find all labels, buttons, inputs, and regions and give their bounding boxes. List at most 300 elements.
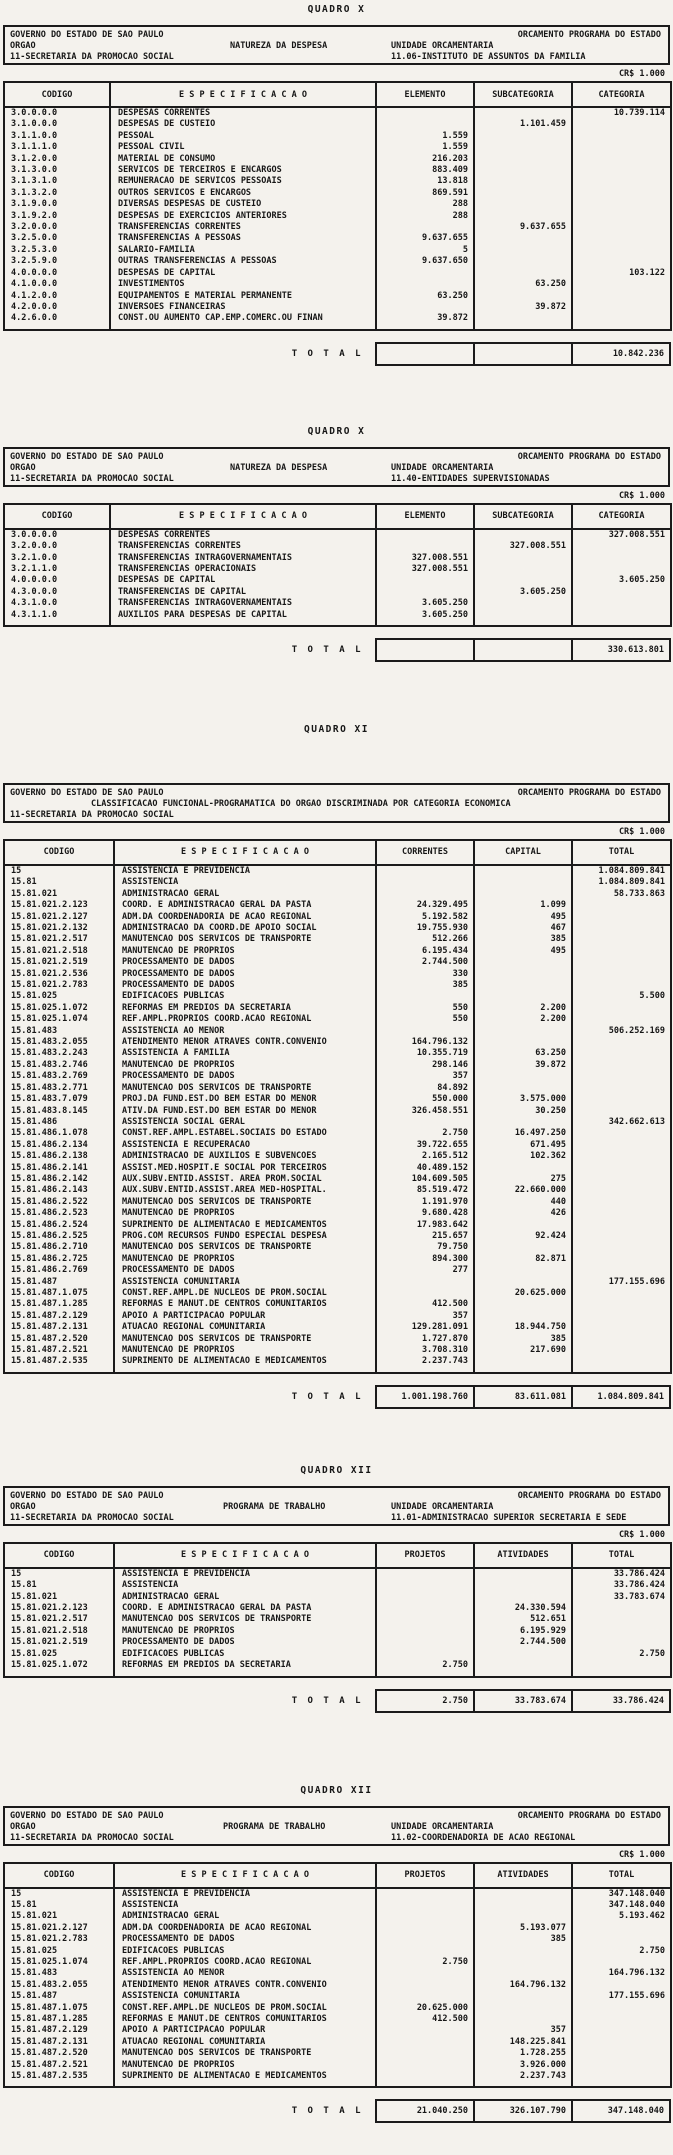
total-bar: [3, 1385, 670, 1409]
codigo-cell: 4.3.0.0.0: [11, 586, 58, 597]
total-cell: [572, 2048, 671, 2059]
total-cell: [572, 1014, 671, 1025]
total-cell: 2.750: [572, 1649, 671, 1660]
codigo-cell: 15.81.483: [11, 1968, 58, 1979]
especificacao-cell: ASSISTENCIA: [114, 1580, 376, 1591]
codigo-cell: 15.81.021.2.783: [11, 1934, 88, 1945]
quadro-x-section-1: [0, 4, 673, 366]
table-row: [4, 900, 671, 911]
correntes-cell: [376, 991, 474, 1002]
codigo-cell: 15.81.021.2.123: [11, 900, 88, 911]
especificacao-cell: SUPRIMENTO DE ALIMENTACAO E MEDICAMENTOS: [114, 1220, 376, 1231]
total-cell: [572, 1923, 671, 1934]
especificacao-cell: MANUTENCAO DE PROPRIOS: [114, 1208, 376, 1219]
table-row: [4, 1140, 671, 1151]
total-cell: [572, 1299, 671, 1310]
program-name: ORCAMENTO PROGRAMA DO ESTADO: [517, 1490, 661, 1501]
col-codigo: CODIGO: [4, 504, 110, 529]
orgao-value: 11-SECRETARIA DA PROMOCAO SOCIAL: [10, 809, 174, 820]
total-cell: [572, 1242, 671, 1253]
table-row: [4, 1603, 671, 1614]
table-row: [4, 598, 671, 609]
categoria-cell: 10.739.114: [572, 107, 671, 119]
table-row: [4, 1174, 671, 1185]
correntes-cell: 550.000: [376, 1094, 474, 1105]
codigo-cell: 15.81.486: [11, 1116, 58, 1127]
capital-cell: 671.495: [474, 1140, 572, 1151]
elemento-cell: [376, 119, 474, 130]
codigo-cell: 15: [11, 865, 22, 876]
total-cell: [572, 1614, 671, 1625]
program-name: ORCAMENTO PROGRAMA DO ESTADO: [517, 787, 661, 798]
unidade-orcamentaria-value: 11.01-ADMINISTRACAO SUPERIOR SECRETARIA E SEDE: [391, 1512, 627, 1523]
elemento-cell: [376, 279, 474, 290]
total-cell: 177.155.696: [572, 1991, 671, 2002]
elemento-cell: 883.409: [376, 165, 474, 176]
total-cell: 33.786.424: [572, 1568, 671, 1580]
total-cell: [572, 1083, 671, 1094]
total-cell: [572, 900, 671, 911]
correntes-cell: 894.300: [376, 1254, 474, 1265]
col-especificacao: E S P E C I F I C A C A O: [114, 1863, 376, 1888]
total-cell: [572, 1345, 671, 1356]
especificacao-cell: DESPESAS DE CAPITAL: [110, 268, 376, 279]
codigo-cell: 15.81.487.2.521: [11, 1345, 88, 1356]
total-cell: [572, 1140, 671, 1151]
col-especificacao: E S P E C I F I C A C A O: [114, 840, 376, 865]
capital-cell: 275: [474, 1174, 572, 1185]
orgao-label: ORGAO: [10, 1501, 36, 1512]
capital-cell: 82.871: [474, 1254, 572, 1265]
correntes-cell: [376, 889, 474, 900]
total-cell: [572, 1603, 671, 1614]
especificacao-cell: APOIO A PARTICIPACAO POPULAR: [114, 1311, 376, 1322]
subcategoria-cell: 9.637.655: [474, 222, 572, 233]
document-header-box: [3, 447, 670, 487]
elemento-cell: 288: [376, 211, 474, 222]
table-row: [4, 889, 671, 900]
subcategoria-cell: [474, 268, 572, 279]
table-row: [4, 1185, 671, 1196]
table-header-row: [4, 504, 671, 529]
correntes-cell: 84.892: [376, 1083, 474, 1094]
col-categoria: CATEGORIA: [572, 504, 671, 529]
total-cell: 5.500: [572, 991, 671, 1002]
subcategoria-cell: [474, 131, 572, 142]
projetos-cell: [376, 1968, 474, 1979]
categoria-cell: [572, 245, 671, 256]
codigo-cell: 15.81.021.2.127: [11, 911, 88, 922]
especificacao-cell: REFORMAS E MANUT.DE CENTROS COMUNITARIOS: [114, 2014, 376, 2025]
table-row: [4, 176, 671, 187]
codigo-cell: 15.81.483.2.055: [11, 1037, 88, 1048]
elemento-cell: 1.559: [376, 131, 474, 142]
table-row: [4, 268, 671, 279]
projetos-cell: 2.750: [376, 1957, 474, 1968]
col-codigo: CODIGO: [4, 82, 110, 107]
codigo-cell: 15.81.487.2.521: [11, 2059, 88, 2070]
especificacao-cell: MANUTENCAO DOS SERVICOS DE TRANSPORTE: [114, 934, 376, 945]
capital-cell: 30.250: [474, 1106, 572, 1117]
col-elemento: ELEMENTO: [376, 504, 474, 529]
especificacao-cell: MANUTENCAO DE PROPRIOS: [114, 1626, 376, 1637]
table-row: [4, 142, 671, 153]
table-row: [4, 1106, 671, 1117]
correntes-cell: 298.146: [376, 1060, 474, 1071]
table-row: [4, 991, 671, 1002]
table-row: [4, 291, 671, 302]
especificacao-cell: TRANSFERENCIAS A PESSOAS: [110, 233, 376, 244]
total-value-3: 10.842.236: [571, 344, 669, 364]
especificacao-cell: MANUTENCAO DOS SERVICOS DE TRANSPORTE: [114, 1242, 376, 1253]
projetos-cell: [376, 1980, 474, 1991]
total-value-1: 2.750: [442, 1695, 468, 1706]
projetos-cell: [376, 1649, 474, 1660]
capital-cell: [474, 1026, 572, 1037]
table-row: [4, 923, 671, 934]
categoria-cell: [572, 279, 671, 290]
codigo-cell: 15.81.486.2.725: [11, 1253, 88, 1264]
total-cell: 33.786.424: [572, 1580, 671, 1591]
projetos-cell: [376, 1626, 474, 1637]
budget-table: [3, 503, 672, 627]
subcategoria-cell: [474, 610, 572, 626]
table-row: [4, 1071, 671, 1082]
subcategoria-cell: [474, 553, 572, 564]
quadro-title: QUADRO XII: [300, 1464, 373, 1476]
codigo-cell: 15.81.021.2.518: [11, 945, 88, 956]
codigo-cell: 15.81.483.2.746: [11, 1059, 88, 1070]
codigo-cell: 4.0.0.0.0: [11, 267, 58, 278]
capital-cell: 385: [474, 1334, 572, 1345]
table-row: [4, 1231, 671, 1242]
table-row: [4, 2037, 671, 2048]
especificacao-cell: REMUNERACAO DE SERVICOS PESSOAIS: [110, 176, 376, 187]
codigo-cell: 15.81.025.1.074: [11, 1956, 88, 1967]
correntes-cell: 550: [376, 1014, 474, 1025]
especificacao-cell: MANUTENCAO DOS SERVICOS DE TRANSPORTE: [114, 1083, 376, 1094]
capital-cell: [474, 957, 572, 968]
total-value-3: 33.786.424: [571, 1691, 669, 1711]
total-cell: [572, 1048, 671, 1059]
codigo-cell: 15.81.021.2.132: [11, 923, 88, 933]
codigo-cell: 3.2.5.3.0: [11, 244, 58, 255]
table-row: [4, 1934, 671, 1945]
correntes-cell: 104.609.505: [376, 1174, 474, 1185]
table-header-row: [4, 1543, 671, 1568]
subcategoria-cell: [474, 575, 572, 586]
total-cell: [572, 957, 671, 968]
categoria-cell: [572, 154, 671, 165]
especificacao-cell: TRANSFERENCIAS OPERACIONAIS: [110, 564, 376, 575]
projetos-cell: [376, 1614, 474, 1625]
correntes-cell: 2.750: [376, 1128, 474, 1139]
codigo-cell: 15.81: [11, 1899, 37, 1910]
total-cell: 58.733.863: [572, 889, 671, 900]
total-cell: 5.193.462: [572, 1911, 671, 1922]
categoria-cell: [572, 233, 671, 244]
especificacao-cell: OUTRAS TRANSFERENCIAS A PESSOAS: [110, 256, 376, 267]
codigo-cell: 3.2.0.0.0: [11, 222, 58, 233]
especificacao-cell: MANUTENCAO DE PROPRIOS: [114, 1060, 376, 1071]
especificacao-cell: MANUTENCAO DOS SERVICOS DE TRANSPORTE: [114, 1334, 376, 1345]
especificacao-cell: ADM.DA COORDENADORIA DE ACAO REGIONAL: [114, 912, 376, 923]
total-value-1: [377, 640, 473, 660]
total-cell: [572, 1322, 671, 1333]
codigo-cell: 3.1.0.0.0: [11, 119, 58, 130]
categoria-cell: [572, 211, 671, 222]
elemento-cell: 3.605.250: [376, 598, 474, 609]
subcategoria-cell: [474, 165, 572, 176]
atividades-cell: [474, 1580, 572, 1591]
codigo-cell: 15.81: [11, 1580, 37, 1591]
government-name: GOVERNO DO ESTADO DE SAO PAULO: [10, 30, 164, 40]
especificacao-cell: AUXILIOS PARA DESPESAS DE CAPITAL: [110, 610, 376, 626]
elemento-cell: [376, 575, 474, 586]
capital-cell: [474, 1242, 572, 1253]
total-cell: [572, 1637, 671, 1648]
natureza-despesa-label: NATUREZA DA DESPESA: [230, 41, 328, 51]
especificacao-cell: ASSISTENCIA A FAMILIA: [114, 1048, 376, 1059]
codigo-cell: 15.81.486.2.138: [11, 1151, 88, 1162]
codigo-cell: 15.81.487.1.285: [11, 1299, 88, 1310]
especificacao-cell: CONST.REF.AMPL.DE NUCLEOS DE PROM.SOCIAL: [114, 1288, 376, 1299]
projetos-cell: [376, 2060, 474, 2071]
correntes-cell: [376, 1117, 474, 1128]
correntes-cell: 19.755.930: [376, 923, 474, 934]
categoria-cell: [572, 131, 671, 142]
capital-cell: [474, 980, 572, 991]
capital-cell: 217.690: [474, 1345, 572, 1356]
especificacao-cell: PROJ.DA FUND.EST.DO BEM ESTAR DO MENOR: [114, 1094, 376, 1105]
table-row: [4, 154, 671, 165]
especificacao-cell: TRANSFERENCIAS CORRENTES: [110, 541, 376, 552]
total-cell: [572, 1288, 671, 1299]
table-row: [4, 1014, 671, 1025]
table-row: [4, 1592, 671, 1603]
capital-cell: 426: [474, 1208, 572, 1219]
table-row: [4, 119, 671, 130]
capital-cell: 440: [474, 1197, 572, 1208]
currency-note: CR$ 1.000: [618, 1849, 665, 1860]
capital-cell: [474, 991, 572, 1002]
especificacao-cell: MATERIAL DE CONSUMO: [110, 154, 376, 165]
codigo-cell: 15.81.021.2.536: [11, 968, 88, 979]
table-row: [4, 575, 671, 586]
atividades-cell: [474, 1968, 572, 1979]
total-cell: [572, 946, 671, 957]
table-row: [4, 564, 671, 575]
document-header-box: [3, 1806, 670, 1846]
total-cell: [572, 2014, 671, 2025]
total-bar: [3, 342, 670, 366]
subcategoria-cell: [474, 256, 572, 267]
correntes-cell: 550: [376, 1003, 474, 1014]
total-value-2: 326.107.790: [473, 2101, 571, 2121]
subcategoria-cell: [474, 233, 572, 244]
capital-cell: [474, 1037, 572, 1048]
categoria-cell: 103.122: [572, 268, 671, 279]
capital-cell: [474, 1299, 572, 1310]
elemento-cell: 1.559: [376, 142, 474, 153]
codigo-cell: 15.81.486.2.143: [11, 1185, 88, 1196]
table-row: [4, 1094, 671, 1105]
categoria-cell: [572, 119, 671, 130]
table-row: [4, 279, 671, 290]
codigo-cell: 4.2.0.0.0: [11, 301, 58, 312]
total-value-3: 1.084.809.841: [571, 1387, 669, 1407]
especificacao-cell: MANUTENCAO DE PROPRIOS: [114, 1345, 376, 1356]
unidade-orcamentaria-label: UNIDADE ORCAMENTARIA: [391, 41, 494, 51]
correntes-cell: 79.750: [376, 1242, 474, 1253]
especificacao-cell: DESPESAS DE CUSTEIO: [110, 119, 376, 130]
categoria-cell: [572, 142, 671, 153]
codigo-cell: 4.1.0.0.0: [11, 279, 58, 290]
total-cell: [572, 2037, 671, 2048]
unidade-orcamentaria-value: 11.06-INSTITUTO DE ASSUNTOS DA FAMILIA: [391, 52, 586, 62]
total-cell: [572, 1231, 671, 1242]
codigo-cell: 15.81.021.2.517: [11, 934, 88, 945]
codigo-cell: 15.81.021: [11, 1591, 58, 1602]
table-row: [4, 1299, 671, 1310]
projetos-cell: [376, 2048, 474, 2059]
categoria-cell: [572, 188, 671, 199]
programa-trabalho-label: PROGRAMA DE TRABALHO: [223, 1501, 326, 1512]
atividades-cell: 357: [474, 2025, 572, 2036]
total-cell: [572, 1208, 671, 1219]
quadro-title: QUADRO X: [307, 425, 366, 437]
correntes-cell: 385: [376, 980, 474, 991]
table-header-row: [4, 82, 671, 107]
elemento-cell: 5: [376, 245, 474, 256]
unidade-orcamentaria-label: UNIDADE ORCAMENTARIA: [391, 462, 494, 473]
especificacao-cell: SALARIO-FAMILIA: [110, 245, 376, 256]
orgao-label: ORGAO: [10, 41, 36, 51]
table-body: [4, 1568, 671, 1677]
codigo-cell: 3.2.5.0.0: [11, 233, 58, 244]
elemento-cell: 63.250: [376, 291, 474, 302]
table-row: [4, 302, 671, 313]
codigo-cell: 15.81.483.2.769: [11, 1071, 88, 1082]
especificacao-cell: EDIFICACOES PUBLICAS: [114, 1946, 376, 1957]
total-box: [375, 2099, 671, 2123]
projetos-cell: [376, 1946, 474, 1957]
correntes-cell: 40.489.152: [376, 1163, 474, 1174]
table-row: [4, 1026, 671, 1037]
categoria-cell: [572, 610, 671, 626]
subcategoria-cell: 63.250: [474, 279, 572, 290]
table-row: [4, 1626, 671, 1637]
codigo-cell: 15: [11, 1888, 22, 1899]
budget-table: [3, 839, 672, 1374]
atividades-cell: [474, 1911, 572, 1922]
atividades-cell: 2.744.500: [474, 1637, 572, 1648]
especificacao-cell: ASSISTENCIA: [114, 877, 376, 888]
elemento-cell: 216.203: [376, 154, 474, 165]
capital-cell: [474, 889, 572, 900]
capital-cell: [474, 1117, 572, 1128]
codigo-cell: 3.1.3.1.0: [11, 176, 58, 187]
correntes-cell: [376, 1288, 474, 1299]
categoria-cell: 327.008.551: [572, 529, 671, 541]
especificacao-cell: INVESTIMENTOS: [110, 279, 376, 290]
categoria-cell: [572, 587, 671, 598]
total-cell: [572, 923, 671, 934]
government-name: GOVERNO DO ESTADO DE SAO PAULO: [10, 451, 164, 462]
table-row: [4, 222, 671, 233]
especificacao-cell: ADMINISTRACAO GERAL: [114, 1911, 376, 1922]
categoria-cell: [572, 256, 671, 267]
especificacao-cell: ASSISTENCIA E RECUPERACAO: [114, 1140, 376, 1151]
table-row: [4, 1580, 671, 1591]
categoria-cell: [572, 541, 671, 552]
table-body: [4, 107, 671, 330]
codigo-cell: 15.81.486.2.523: [11, 1208, 88, 1219]
categoria-cell: [572, 553, 671, 564]
atividades-cell: 6.195.929: [474, 1626, 572, 1637]
table-row: [4, 2014, 671, 2025]
especificacao-cell: ATUACAO REGIONAL COMUNITARIA: [114, 1322, 376, 1333]
codigo-cell: 15.81.487.1.075: [11, 1288, 88, 1298]
capital-cell: [474, 865, 572, 877]
capital-cell: 92.424: [474, 1231, 572, 1242]
subcategoria-cell: [474, 291, 572, 302]
projetos-cell: 20.625.000: [376, 2003, 474, 2014]
especificacao-cell: EDIFICACOES PUBLICAS: [114, 1649, 376, 1660]
capital-cell: 20.625.000: [474, 1288, 572, 1299]
codigo-cell: 15.81.483.2.055: [11, 1979, 88, 1990]
categoria-cell: [572, 291, 671, 302]
especificacao-cell: COORD. E ADMINISTRACAO GERAL DA PASTA: [114, 900, 376, 911]
codigo-cell: 15.81.487: [11, 1276, 58, 1287]
program-name: ORCAMENTO PROGRAMA DO ESTADO: [517, 451, 661, 462]
especificacao-cell: CONST.REF.AMPL.DE NUCLEOS DE PROM.SOCIAL: [114, 2003, 376, 2014]
subcategoria-cell: [474, 142, 572, 153]
orgao-label: ORGAO: [10, 1821, 36, 1832]
correntes-cell: 357: [376, 1311, 474, 1322]
capital-cell: 2.200: [474, 1014, 572, 1025]
correntes-cell: 39.722.655: [376, 1140, 474, 1151]
unidade-orcamentaria-value: 11.02-COORDENADORIA DE ACAO REGIONAL: [391, 1832, 576, 1843]
programa-trabalho-label: PROGRAMA DE TRABALHO: [223, 1821, 326, 1832]
categoria-cell: 3.605.250: [572, 575, 671, 586]
codigo-cell: 4.3.1.0.0: [11, 598, 58, 609]
especificacao-cell: MANUTENCAO DOS SERVICOS DE TRANSPORTE: [114, 1614, 376, 1625]
col-codigo: CODIGO: [4, 1863, 114, 1888]
correntes-cell: 330: [376, 969, 474, 980]
especificacao-cell: DESPESAS DE CAPITAL: [110, 575, 376, 586]
capital-cell: [474, 1163, 572, 1174]
government-name: GOVERNO DO ESTADO DE SAO PAULO: [10, 1810, 164, 1821]
correntes-cell: 3.708.310: [376, 1345, 474, 1356]
codigo-cell: 15.81.021.2.517: [11, 1614, 88, 1625]
correntes-cell: 6.195.434: [376, 946, 474, 957]
codigo-cell: 15.81.021.2.519: [11, 1637, 88, 1648]
especificacao-cell: ASSISTENCIA AO MENOR: [114, 1026, 376, 1037]
elemento-cell: [376, 107, 474, 119]
codigo-cell: 15.81.487: [11, 1991, 58, 2002]
especificacao-cell: REFORMAS EM PREDIOS DA SECRETARIA: [114, 1003, 376, 1014]
col-especificacao: E S P E C I F I C A C A O: [110, 504, 376, 529]
col-elemento: ELEMENTO: [376, 82, 474, 107]
table-row: [4, 199, 671, 210]
col-total: TOTAL: [572, 1543, 671, 1568]
codigo-cell: 15.81.025: [11, 1945, 58, 1956]
codigo-cell: 3.2.0.0.0: [11, 541, 58, 552]
categoria-cell: [572, 222, 671, 233]
codigo-cell: 15.81.021: [11, 1911, 58, 1922]
orgao-value: 11-SECRETARIA DA PROMOCAO SOCIAL: [10, 473, 174, 484]
